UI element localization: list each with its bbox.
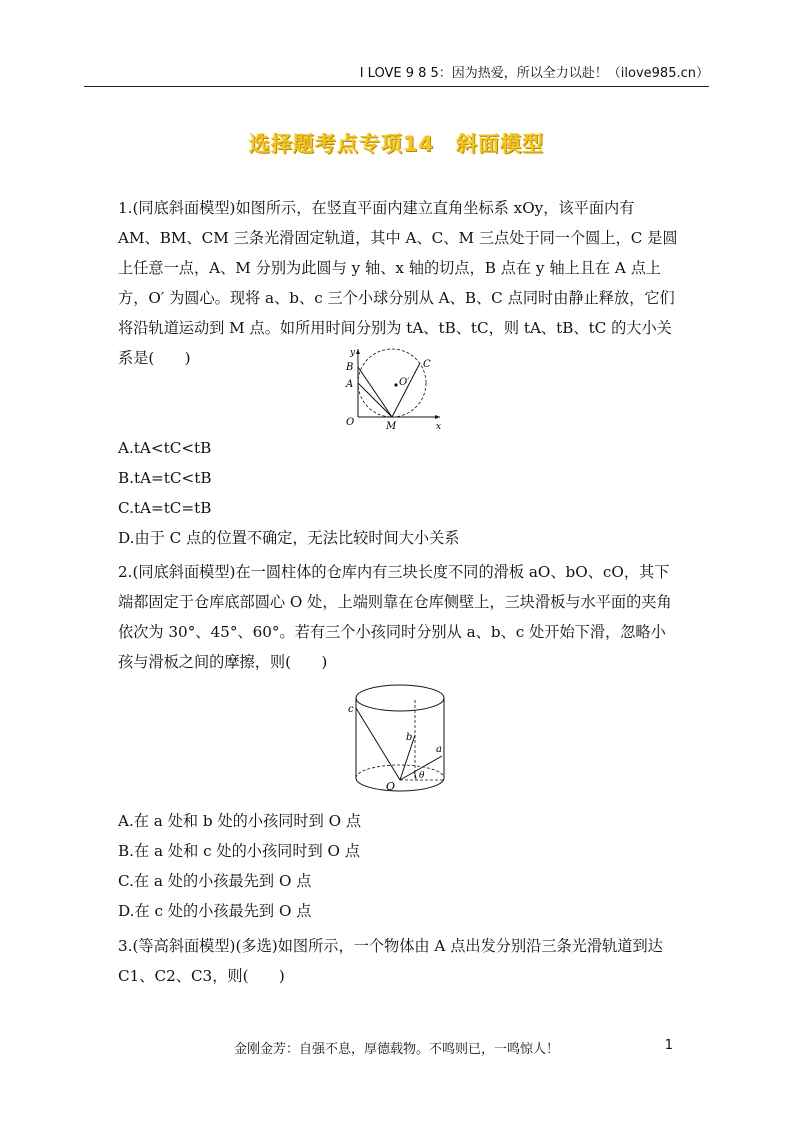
board-c xyxy=(356,708,400,780)
dashed-circle xyxy=(358,349,426,417)
label-m: M xyxy=(386,421,397,432)
option-a: A.tA<tC<tB xyxy=(118,439,212,457)
label-c: C xyxy=(423,359,431,370)
label-theta: θ xyxy=(419,771,425,781)
page-number: 1 xyxy=(664,1038,673,1053)
label-b: b xyxy=(406,732,413,743)
x-axis-arrow xyxy=(435,415,440,419)
header-text: I LOVE 9 8 5：因为热爱，所以全力以赴！（ilove985.cn） xyxy=(359,66,709,81)
page-header xyxy=(84,62,709,87)
center-dot xyxy=(394,383,397,386)
label-c: c xyxy=(348,704,354,715)
coordinate-circle-diagram xyxy=(340,345,450,435)
option-c: C.tA=tC=tB xyxy=(118,499,212,517)
track-am xyxy=(358,383,392,417)
question-2-text: 2.(同底斜面模型)在一圆柱体的仓库内有三块长度不同的滑板 aO、bO、cO，其下端都固定于仓库底部圆心 O 处，上端则靠在仓库侧壁上，三块滑板与水平面的夹角依次为 30°、45°、60°。若有三个小孩同时分别从 a、b、c 处开始下滑，忽略小孩与滑板之间的摩擦，则( ) xyxy=(118,563,672,671)
cylinder-bottom-back xyxy=(356,765,444,778)
cylinder-top xyxy=(356,685,444,711)
track-cm xyxy=(392,363,420,417)
question-3-text: 3.(等高斜面模型)(多选)如图所示，一个物体由 A 点出发分别沿三条光滑轨道到达 C1、C2、C3，则( ) xyxy=(118,937,663,985)
question-1-options xyxy=(118,433,460,553)
label-a: A xyxy=(346,379,354,390)
label-center: O′ xyxy=(399,377,410,388)
option-d: D.在 c 处的小孩最先到 O 点 xyxy=(118,902,312,920)
label-origin: O xyxy=(346,417,355,428)
track-bm xyxy=(358,367,392,417)
option-c: C.在 a 处的小孩最先到 O 点 xyxy=(118,872,312,890)
option-a: A.在 a 处和 b 处的小孩同时到 O 点 xyxy=(118,812,362,830)
page-footer: 金刚金芳：自强不息，厚德载物。不鸣则已，一鸣惊人！ xyxy=(233,1042,559,1057)
label-x: x xyxy=(436,422,442,432)
y-axis-arrow xyxy=(356,349,360,354)
label-b: B xyxy=(346,362,354,373)
cylinder-diagram xyxy=(340,680,460,800)
question-1-figure xyxy=(340,345,450,435)
label-y: y xyxy=(350,348,356,358)
label-o: O xyxy=(386,780,396,793)
question-2-figure xyxy=(340,680,460,800)
option-b: B.tA=tC<tB xyxy=(118,469,212,487)
page-title: 选择题考点专项14 斜面模型 xyxy=(248,132,545,156)
option-d: D.由于 C 点的位置不确定，无法比较时间大小关系 xyxy=(118,529,460,547)
question-1-text: 1.(同底斜面模型)如图所示，在竖直平面内建立直角坐标系 xOy，该平面内有 AM、BM、CM 三条光滑固定轨道，其中 A、C、M 三点处于同一个圆上，C 是圆上任意一点，A、M 分别为此圆与 y 轴、x 轴的切点，B 点在 y 轴上且在 A 点上方，O′ 为圆心。现将 a、b、c 三个小球分别从 A、B、C 点同时由静止释放，它们将沿轨道运动到 M 点。如所用时间分别为 tA、tB、tC，则 tA、tB、tC 的大小关系是( ) xyxy=(118,199,678,367)
question-2-options xyxy=(118,806,361,926)
option-b: B.在 a 处和 c 处的小孩同时到 O 点 xyxy=(118,842,361,860)
label-a: a xyxy=(436,744,442,755)
